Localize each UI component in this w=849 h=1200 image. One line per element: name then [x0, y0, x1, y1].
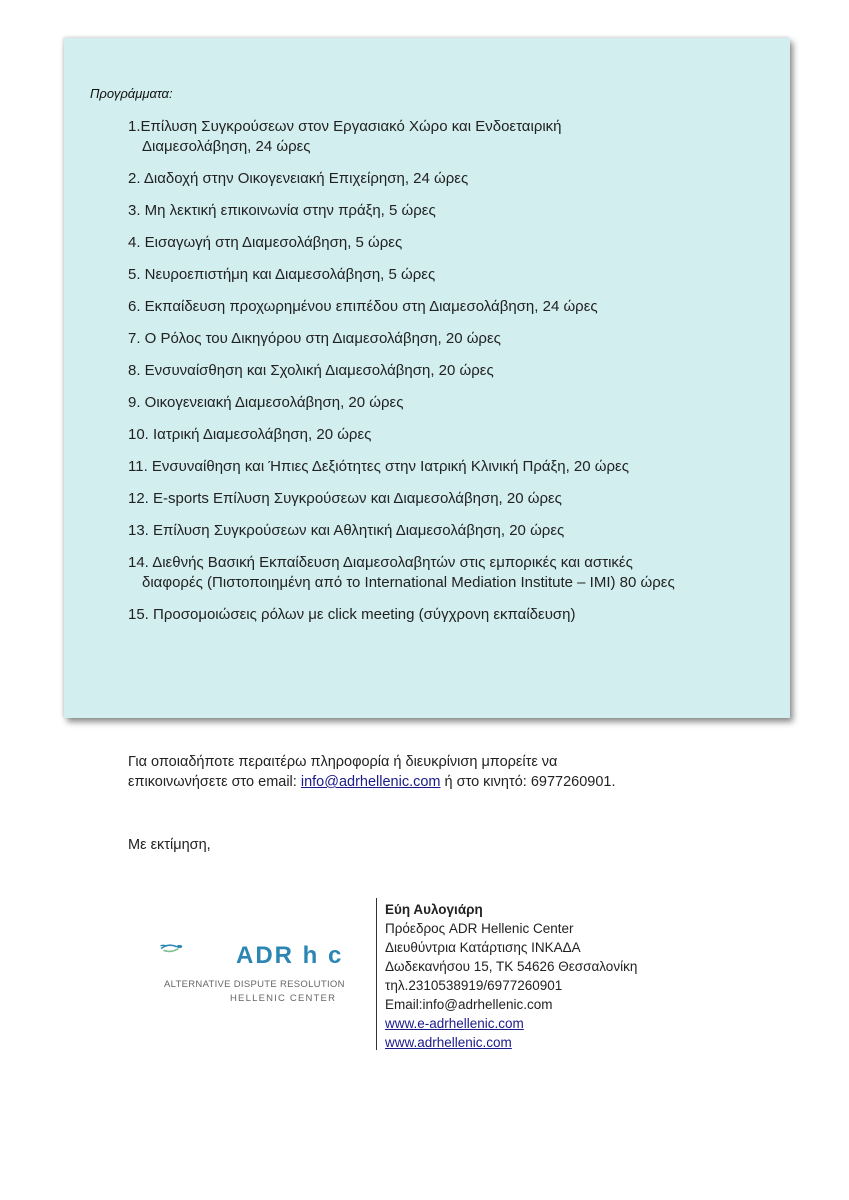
signature-tel: τηλ.2310538919/6977260901	[385, 978, 563, 993]
list-item	[128, 117, 722, 157]
list-item: 2. Διαδοχή στην Οικογενειακή Επιχείρηση, 24 ώρες	[128, 170, 469, 187]
logo-subtitle-2: HELLENIC CENTER	[230, 993, 337, 1004]
program-14-line1: 14. Διεθνής Βασική Εκπαίδευση Διαμεσολαβητών στις εμπορικές και αστικές	[128, 554, 633, 571]
list-item: 7. Ο Ρόλος του Δικηγόρου στη Διαμεσολάβηση, 20 ώρες	[128, 330, 501, 347]
contact-prefix: επικοινωνήσετε στο email:	[128, 774, 301, 790]
programs-list	[128, 117, 722, 625]
signature-role-1: Πρόεδρος ADR Hellenic Center	[385, 921, 574, 936]
program-1-line1: 1.Επίλυση Συγκρούσεων στον Εργασιακό Χώρο και Ενδοεταιρική	[128, 118, 562, 135]
list-item: 8. Ενσυναίσθηση και Σχολική Διαμεσολάβηση, 20 ώρες	[128, 362, 494, 379]
signature-role-2: Διευθύντρια Κατάρτισης ΙΝΚΑΔΑ	[385, 940, 581, 955]
contact-line1: Για οποιαδήποτε περαιτέρω πληροφορία ή διευκρίνιση μπορείτε να	[128, 754, 558, 770]
programs-title: Προγράμματα:	[90, 86, 173, 101]
list-item: 3. Μη λεκτική επικοινωνία στην πράξη, 5 ώρες	[128, 202, 436, 219]
list-item: 12. E-sports Επίλυση Συγκρούσεων και Διαμεσολάβηση, 20 ώρες	[128, 490, 562, 507]
list-item: 10. Ιατρική Διαμεσολάβηση, 20 ώρες	[128, 426, 372, 443]
program-14-line2: διαφορές (Πιστοποιημένη από το International Mediation Institute – IMI) 80 ώρες	[142, 574, 675, 591]
contact-mid: ή στο κινητό:	[440, 774, 531, 790]
signature-email: Email:info@adrhellenic.com	[385, 997, 553, 1012]
list-item: 6. Εκπαίδευση προχωρημένου επιπέδου στη Διαμεσολάβηση, 24 ώρες	[128, 298, 598, 315]
contact-line2	[128, 772, 728, 792]
website-link-2[interactable]: www.adrhellenic.com	[385, 1035, 512, 1050]
list-item: 5. Νευροεπιστήμη και Διαμεσολάβηση, 5 ώρες	[128, 266, 436, 283]
signature-address: Δωδεκανήσου 15, ΤΚ 54626 Θεσσαλονίκη	[385, 959, 638, 974]
adr-logo-icon	[160, 938, 235, 972]
list-item: 13. Επίλυση Συγκρούσεων και Αθλητική Διαμεσολάβηση, 20 ώρες	[128, 522, 565, 539]
list-item: 4. Εισαγωγή στη Διαμεσολάβηση, 5 ώρες	[128, 234, 403, 251]
email-link[interactable]: info@adrhellenic.com	[300, 774, 441, 790]
signature-divider	[376, 898, 377, 1050]
logo-subtitle-1: ALTERNATIVE DISPUTE RESOLUTION	[164, 979, 345, 990]
phone-number: 6977260901.	[530, 774, 616, 790]
list-item: 15. Προσομοιώσεις ρόλων με click meeting (σύγχρονη εκπαίδευση)	[128, 606, 576, 623]
signature-name: Εύη Αυλογιάρη	[385, 902, 483, 917]
list-item	[128, 553, 722, 593]
website-link-1[interactable]: www.e-adrhellenic.com	[385, 1016, 524, 1031]
closing-regards: Με εκτίμηση,	[128, 837, 211, 853]
list-item: 11. Ενσυναίθηση και Ήπιες Δεξιότητες στην Ιατρική Κλινική Πράξη, 20 ώρες	[128, 458, 629, 475]
list-item: 9. Οικογενειακή Διαμεσολάβηση, 20 ώρες	[128, 394, 404, 411]
program-1-line2: Διαμεσολάβηση, 24 ώρες	[142, 138, 311, 155]
signature-block	[385, 900, 637, 1052]
logo-name: ADR h c	[236, 942, 344, 969]
contact-paragraph	[128, 752, 728, 792]
